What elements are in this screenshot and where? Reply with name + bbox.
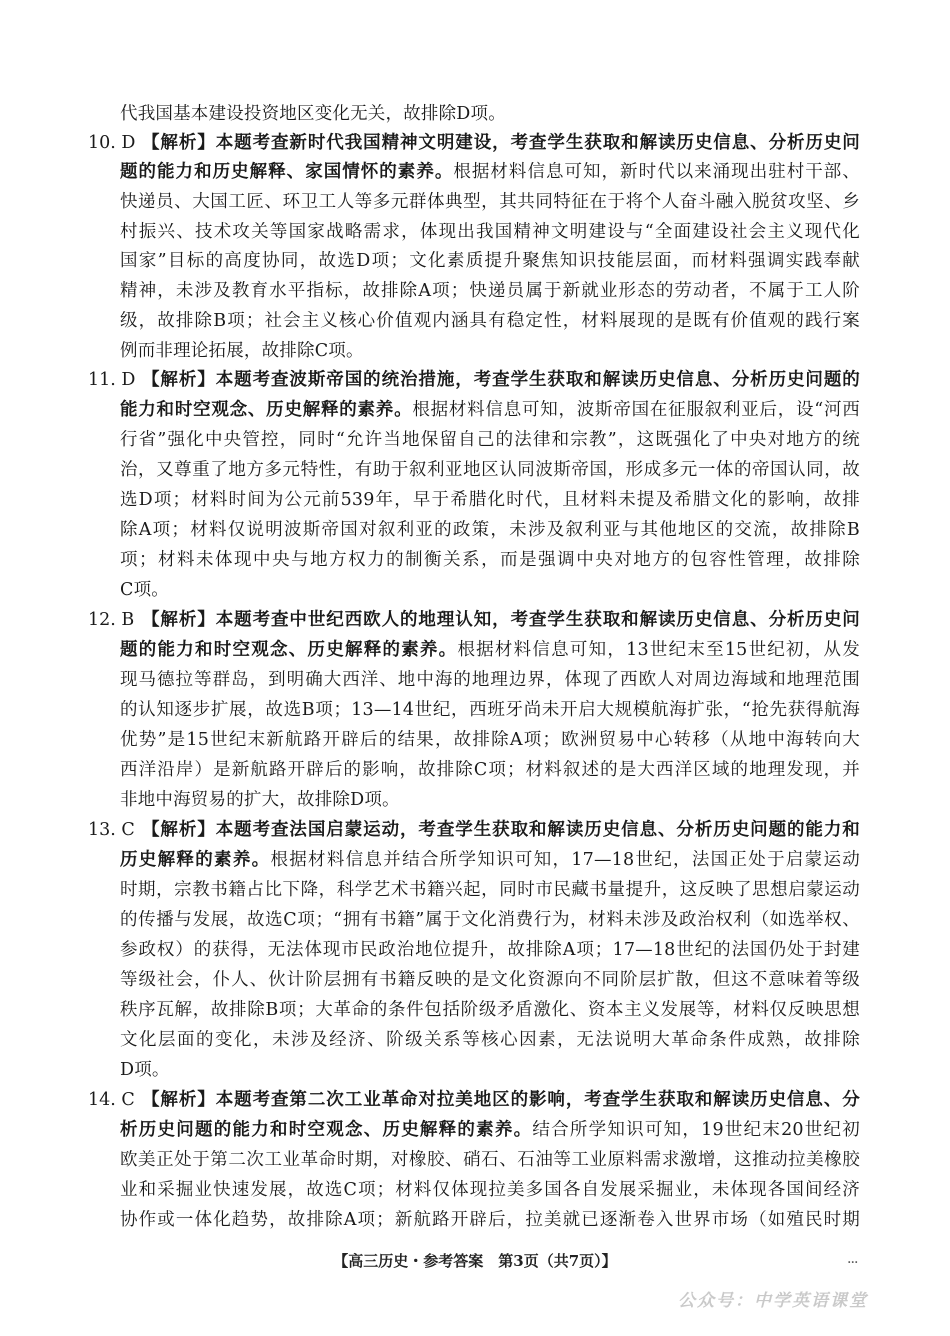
question-header-line xyxy=(142,130,860,156)
text-line: 时期，宗教书籍占比下降，科学艺术书籍兴起，同时市民藏书量提升，这反映了思想启蒙运动 xyxy=(120,880,860,900)
question-header-line xyxy=(142,607,860,633)
body-text: 根据材料信息可知，新时代以来涌现出驻村干部、 xyxy=(453,162,860,182)
text-line: 秩序瓦解，故排除B项；大革命的条件包括阶级矛盾激化、资本主义发展等，材料仅反映思想 xyxy=(120,1000,860,1020)
text-line xyxy=(120,637,860,663)
body-text: 根据材料信息可知，13世纪末至15世纪初，从发 xyxy=(457,640,860,660)
text-line: 级，故排除B项；社会主义核心价值观内涵具有稳定性，材料展现的是既有价值观的践行案 xyxy=(120,311,860,331)
page-footer xyxy=(0,1250,950,1272)
text-line: 国家”目标的高度协同，故选D项；文化素质提升聚焦知识技能层面，而材料强调实践奉献 xyxy=(120,251,860,271)
text-line: 的传播与发展，故选C项；“拥有书籍”属于文化消费行为，材料未涉及政治权利（如选举权、 xyxy=(120,910,860,930)
question-header-line xyxy=(142,1087,860,1113)
text-line: 行省”强化中央管控，同时“允许当地保留自己的法律和宗教”，这既强化了中央对地方的统 xyxy=(120,430,860,450)
text-line xyxy=(120,159,860,185)
text-line: 例而非理论拓展，故排除C项。 xyxy=(120,341,364,361)
analysis-tag: 【解析】 xyxy=(142,133,216,153)
body-text: 根据材料信息并结合所学知识可知，17—18世纪，法国正处于启蒙运动 xyxy=(270,850,860,870)
watermark: 公众号：中学英语课堂 xyxy=(678,1291,868,1311)
text-line: 的认知逐步扩展，故选B项；13—14世纪，西班牙尚未开启大规模航海扩张，“抢先获得航海 xyxy=(120,700,860,720)
body-text: 根据材料信息可知，波斯帝国在征服叙利亚后，设“河西 xyxy=(412,400,860,420)
text-line: 精神，未涉及教育水平指标，故排除A项；快递员属于新就业形态的劳动者，不属于工人阶 xyxy=(120,281,860,301)
analysis-tag: 【解析】 xyxy=(142,820,216,840)
text-line: D项。 xyxy=(120,1060,170,1080)
body-text: 结合所学知识可知，19世纪末20世纪初 xyxy=(532,1120,860,1140)
text-line: 优势”是15世纪末新航路开辟后的结果，故排除A项；欧洲贸易中心转移（从地中海转向大 xyxy=(120,730,860,750)
bold-text: 本题考查中世纪西欧人的地理认知，考查学生获取和解读历史信息、分析历史问 xyxy=(215,610,860,630)
question-number: 12. B xyxy=(88,610,135,630)
analysis-tag: 【解析】 xyxy=(142,610,216,630)
text-line: 等级社会，仆人、伙计阶层拥有书籍反映的是文化资源向不同阶层扩散，但这不意味着等级 xyxy=(120,970,860,990)
text-line: 代我国基本建设投资地区变化无关，故排除D项。 xyxy=(120,104,506,124)
question-header-line xyxy=(142,367,860,393)
text-line: 参政权）的获得，无法体现市民政治地位提升，故排除A项；17—18世纪的法国仍处于封建 xyxy=(120,940,860,960)
text-line: 业和采掘业快速发展，故选C项；材料仅体现拉美多国各自发展采掘业，未体现各国间经济 xyxy=(120,1180,860,1200)
text-line: C项。 xyxy=(120,580,169,600)
question-number: 14. C xyxy=(88,1090,135,1110)
bold-text: 本题考查波斯帝国的统治措施，考查学生获取和解读历史信息、分析历史问题的 xyxy=(215,370,860,390)
text-line: 文化层面的变化，未涉及经济、阶级关系等核心因素，无法说明大革命条件成熟，故排除 xyxy=(120,1030,860,1050)
text-line: 非地中海贸易的扩大，故排除D项。 xyxy=(120,790,400,810)
text-line: 欧美正处于第二次工业革命时期，对橡胶、硝石、石油等工业原料需求激增，这推动拉美橡胶 xyxy=(120,1150,860,1170)
bold-text: 析历史问题的能力和时空观念、历史解释的素养。 xyxy=(120,1120,533,1140)
text-line xyxy=(120,847,860,873)
analysis-tag: 【解析】 xyxy=(142,1090,216,1110)
text-line: 项；材料未体现中央与地方权力的制衡关系，而是强调中央对地方的包容性管理，故排除 xyxy=(120,550,860,570)
bold-text: 历史解释的素养。 xyxy=(120,850,271,870)
text-line: 协作或一体化趋势，故排除A项；新航路开辟后，拉美就已逐渐卷入世界市场（如殖民时期 xyxy=(120,1210,860,1230)
text-line xyxy=(120,397,860,423)
question-header-line xyxy=(142,817,860,843)
text-line: 西洋沿岸）是新航路开辟后的影响，故排除C项；材料叙述的是大西洋区域的地理发现，并 xyxy=(120,760,860,780)
bold-text: 本题考查第二次工业革命对拉美地区的影响，考查学生获取和解读历史信息、分 xyxy=(215,1090,860,1110)
question-number: 10. D xyxy=(88,133,136,153)
text-line xyxy=(120,1117,860,1143)
analysis-tag: 【解析】 xyxy=(142,370,216,390)
text-line: 选D项；材料时间为公元前539年，早于希腊化时代，且材料未提及希腊文化的影响，故排 xyxy=(120,490,860,510)
text-line: 现马德拉等群岛，到明确大西洋、地中海的地理边界，体现了西欧人对周边海域和地理范围 xyxy=(120,670,860,690)
question-number: 13. C xyxy=(88,820,135,840)
bold-text: 本题考查新时代我国精神文明建设，考查学生获取和解读历史信息、分析历史问 xyxy=(215,133,860,153)
text-line: 除A项；材料仅说明波斯帝国对叙利亚的政策，未涉及叙利亚与其他地区的交流，故排除B xyxy=(120,520,860,540)
text-line: 村振兴、技术攻关等国家战略需求，体现出我国精神文明建设与“全面建设社会主义现代化 xyxy=(120,222,860,242)
bold-text: 题的能力和历史解释、家国情怀的素养。 xyxy=(120,162,454,182)
bold-text: 本题考查法国启蒙运动，考查学生获取和解读历史信息、分析历史问题的能力和 xyxy=(215,820,860,840)
bold-text: 题的能力和时空观念、历史解释的素养。 xyxy=(120,640,458,660)
footer-text: 【高三历史・参考答案 第3页（共7页）】 xyxy=(333,1252,617,1270)
text-line: 快递员、大国工匠、环卫工人等多元群体典型，其共同特征在于将个人奋斗融入脱贫攻坚、乡 xyxy=(120,192,860,212)
footer-mark: ... xyxy=(847,1255,858,1266)
question-number: 11. D xyxy=(88,370,136,390)
bold-text: 能力和时空观念、历史解释的素养。 xyxy=(120,400,413,420)
text-line: 治，又尊重了地方多元特性，有助于叙利亚地区认同波斯帝国，形成多元一体的帝国认同，故 xyxy=(120,460,860,480)
